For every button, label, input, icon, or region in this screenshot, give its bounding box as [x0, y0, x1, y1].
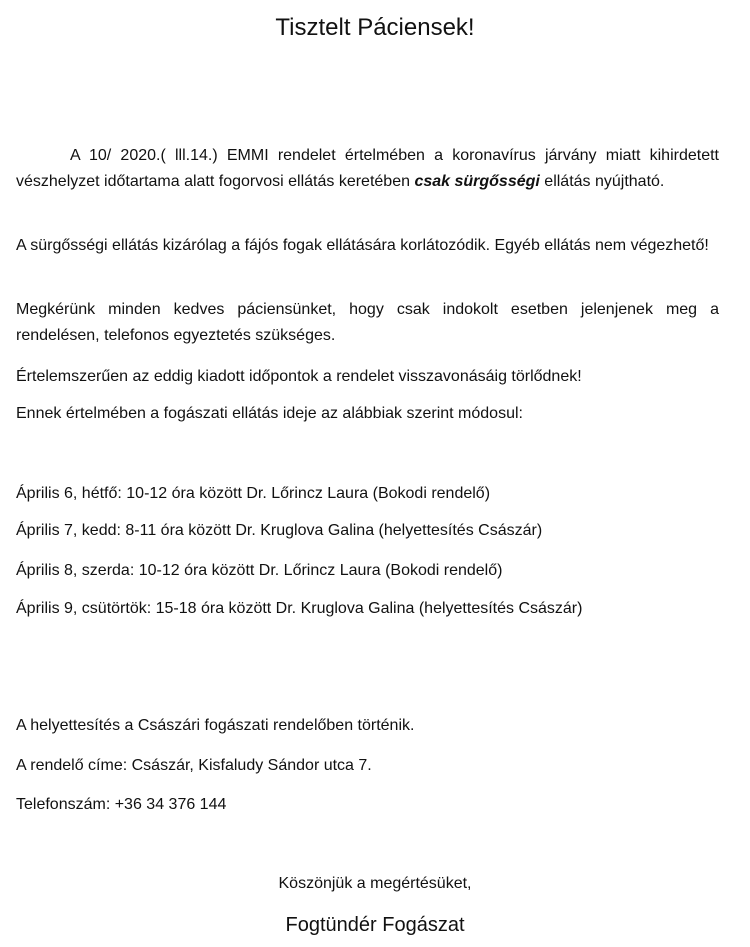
schedule-item: Április 7, kedd: 8-11 óra között Dr. Kruglova Galina (helyettesítés Császár) — [16, 522, 543, 539]
intro-text-before: A 10/ 2020.( lll.14.) EMMI rendelet értelmében a koronavírus járvány miatt kihirdetett vészhelyzet időtartama alatt fogorvosi ellátás keretében — [16, 147, 719, 190]
phone-info: Telefonszám: +36 34 376 144 — [16, 796, 227, 813]
address-info: A rendelő címe: Császár, Kisfaludy Sándor utca 7. — [16, 757, 372, 774]
signature: Fogtündér Fogászat — [285, 914, 465, 936]
urgent-care-paragraph: A sürgősségi ellátás kizárólag a fájós fogak ellátására korlátozódik. Egyéb ellátás nem végezhető! — [16, 237, 709, 254]
substitution-info: A helyettesítés a Császári fogászati rendelőben történik. — [16, 717, 415, 734]
page-title: Tisztelt Páciensek! — [275, 14, 475, 41]
request-paragraph: Megkérünk minden kedves páciensünket, hogy csak indokolt esetben jelenjenek meg a rendelésen, telefonos egyeztetés szükséges. — [16, 301, 719, 344]
intro-emphasis: csak sürgősségi — [414, 173, 540, 190]
thanks-line: Köszönjük a megértésüket, — [278, 875, 472, 892]
schedule-item: Április 9, csütörtök: 15-18 óra között Dr. Kruglova Galina (helyettesítés Császár) — [16, 600, 583, 617]
schedule-item: Április 6, hétfő: 10-12 óra között Dr. Lőrincz Laura (Bokodi rendelő) — [16, 485, 491, 502]
cancellation-paragraph: Értelemszerűen az eddig kiadott időpontok a rendelet visszavonásáig törlődnek! — [16, 368, 582, 385]
schedule-item: Április 8, szerda: 10-12 óra között Dr. Lőrincz Laura (Bokodi rendelő) — [16, 562, 503, 579]
intro-text-after: ellátás nyújtható. — [539, 173, 665, 190]
schedule-intro-paragraph: Ennek értelmében a fogászati ellátás ideje az alábbiak szerint módosul: — [16, 405, 523, 422]
intro-paragraph — [16, 143, 719, 195]
